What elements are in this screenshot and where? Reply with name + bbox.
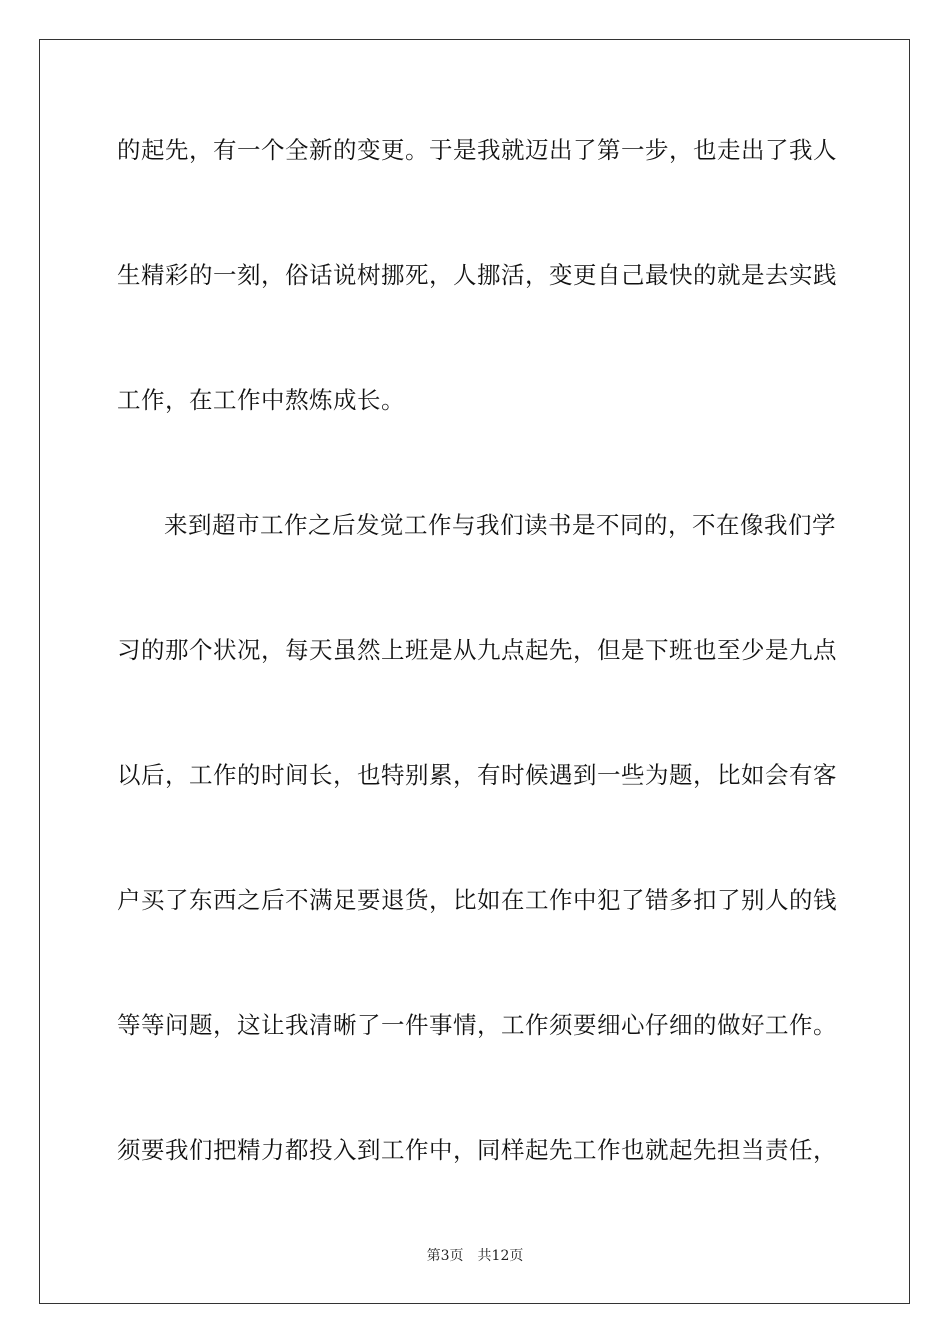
text-line-4: 来到超市工作之后发觉工作与我们读书是不同的，不在像我们学 xyxy=(164,511,836,539)
text-line-2: 生精彩的一刻，俗话说树挪死，人挪活，变更自己最快的就是去实践 xyxy=(117,261,837,289)
text-line-5: 习的那个状况，每天虽然上班是从九点起先，但是下班也至少是九点 xyxy=(117,636,837,664)
page-total: 共12页 xyxy=(477,1248,524,1264)
page-number: 第3页 xyxy=(426,1248,464,1264)
page-border xyxy=(39,39,910,1304)
text-line-1: 的起先，有一个全新的变更。于是我就迈出了第一步，也走出了我人 xyxy=(117,136,837,164)
text-line-6: 以后，工作的时间长，也特别累，有时候遇到一些为题，比如会有客 xyxy=(117,761,837,789)
text-line-3: 工作，在工作中熬炼成长。 xyxy=(117,386,405,414)
text-line-7: 户买了东西之后不满足要退货，比如在工作中犯了错多扣了别人的钱 xyxy=(117,886,837,914)
page-footer xyxy=(0,1247,950,1265)
text-line-9: 须要我们把精力都投入到工作中，同样起先工作也就起先担当责任， xyxy=(117,1136,837,1164)
text-line-8: 等等问题，这让我清晰了一件事情，工作须要细心仔细的做好工作。 xyxy=(117,1011,837,1039)
